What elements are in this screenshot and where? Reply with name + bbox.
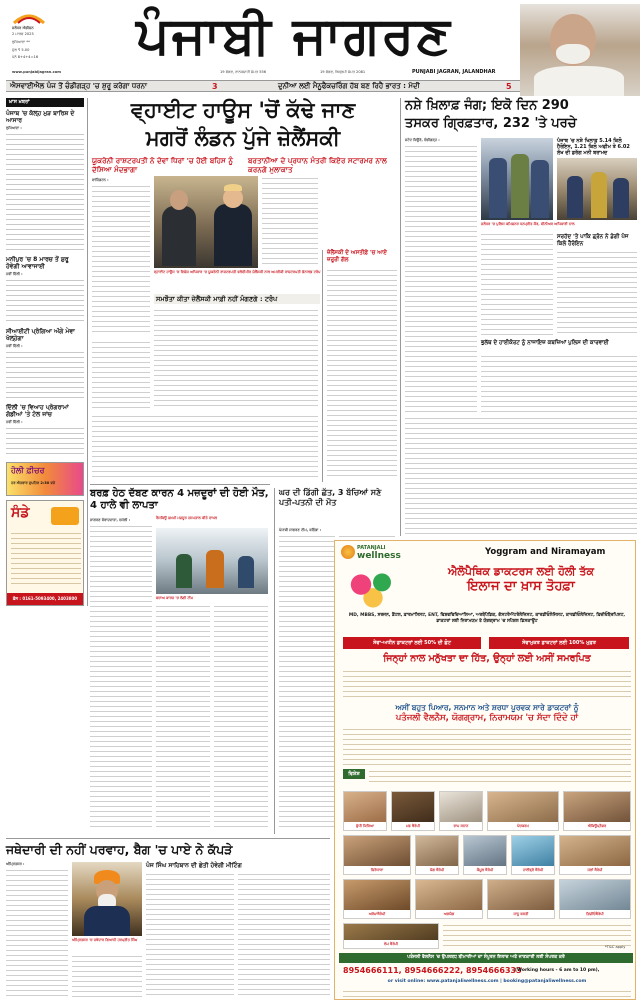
ad-title: ਐਲੋਪੈਥਿਕ ਡਾਕਟਰਸ ਲਈ ਹੋਲੀ ਤੱਕ	[448, 565, 594, 578]
avalanche-story	[90, 488, 270, 834]
ticker-left-text[interactable]: ਐਸਵਾਈਐਲ ਪੰਜ ਤੋਂ ਚੰਡੀਗੜ੍ਹ 'ਚ ਸ਼ੁਰੂ ਕਰੇਗਾ ਧਰਨਾ	[10, 82, 147, 90]
therapy-label: ਫ਼ਿਜ਼ੀਓਥੈਰੇਪੀ	[560, 910, 630, 918]
jathedar-column	[238, 872, 330, 998]
therapy-card[interactable]	[563, 791, 631, 831]
therapy-card[interactable]	[415, 879, 483, 919]
drug-headline[interactable]: ਨਸ਼ੇ ਖ਼ਿਲਾਫ਼ ਜੰਗ; ਇਕੋ ਦਿਨ 290	[405, 98, 569, 113]
ad-title: ਇਲਾਜ ਦਾ ਖ਼ਾਸ ਤੋਹਫ਼ਾ	[467, 579, 575, 594]
sidebar	[6, 98, 84, 606]
therapy-card[interactable]	[559, 835, 631, 875]
ad-tnc: *T&C apply	[605, 945, 626, 949]
ticker-bar	[6, 80, 520, 92]
lead-photo-caption: ਵ੍ਹਾਈਟ ਹਾਊਸ 'ਚ ਵਿਸ਼ੇਸ਼ ਅਧਿਕਾਰ 'ਚ ਯੂਕਰੇਨੀ ਰਾਸ਼ਟਰਪਤੀ ਵਲੋਦੀਮੀਰ ਜ਼ੇਲੈਂਸਕੀ ਨਾਲ ਅਮਰੀਕੀ ਰਾਸ਼ਟਰਪਤੀ ਡੋਨਾਲਡ ਟਰੰਪ	[154, 270, 321, 274]
therapy-card[interactable]	[343, 835, 411, 875]
therapy-card[interactable]	[343, 791, 387, 831]
holi-ad-title: ਹੋਲੀ ਫ਼ੀਚਰ	[11, 466, 45, 475]
drug-photo	[481, 138, 553, 220]
therapy-card[interactable]	[343, 879, 411, 919]
lead-headline[interactable]: ਮਗਰੋਂ ਲੰਡਨ ਪੁੱਜੇ ਜ਼ੇਲੈਂਸਕੀ	[145, 126, 341, 150]
bottom-divider	[6, 838, 330, 839]
zelensky-box-body	[327, 268, 397, 480]
drug-column	[481, 232, 553, 336]
zelensky-box-title[interactable]: ਜ਼ੇਲੈਂਸਕੀ ਦੇ ਅਸਤੀਫ਼ੇ 'ਚ ਆਏ ਜ਼ਰੂਰੀ ਗੱਲ	[327, 250, 387, 263]
ad-fineprint	[343, 989, 631, 997]
jathedar-column	[72, 954, 142, 998]
avalanche-headline[interactable]: ਬਰਫ਼ ਹੇਠ ਦੱਬਣ ਕਾਰਨ 4 ਮਜ਼ਦੂਰਾਂ ਦੀ ਹੋਈ ਮੌਤ, 4 ਹਾਲੇ ਵੀ ਲਾਪਤਾ	[90, 488, 269, 511]
issue-date: 2 ਮਾਰਚ 2025	[12, 32, 34, 36]
avalanche-dateline: ਜਾਗਰਣ ਸੰਵਾਦਦਾਤਾ, ਚਮੋਲੀ :	[90, 518, 131, 522]
avalanche-photo-caption: ਬਚਾਅ ਕਾਰਜ 'ਚ ਲੱਗੀ ਟੀਮ	[156, 596, 194, 600]
therapy-label: ਐਕਿਊਪ੍ਰੈਸ਼ਰ	[564, 822, 630, 830]
patanjali-logo-icon	[341, 545, 355, 559]
sunday-ad-product-icon	[51, 507, 79, 525]
ad-badge-left: ਸੇਵਾ-ਅਧੀਨ ਡਾਕਟਰਾਂ ਲਈ 50% ਦੀ ਛੋਟ	[343, 637, 481, 649]
avalanche-photo	[156, 528, 268, 594]
drug-sub-head[interactable]: ਭੁਲੱਥ ਦੇ ਹਾਈਕੋਰਟ ਨੂੰ ਨਾਜਾਇਜ਼ ਕਬਜ਼ਿਆਂ ਪੁਲਿਸ ਦੀ ਕਾਰਵਾਈ	[481, 340, 609, 346]
website[interactable]: www.punjabijagran.com	[12, 70, 61, 74]
therapy-label: ਸ਼ੁੱਧੀ ਕਿਰਿਆ	[344, 822, 386, 830]
lead-subhead: ਯੂਕਰੇਨੀ ਰਾਸ਼ਟਰਪਤੀ ਨੇ ਦੇਵਾਂ ਧਿਰਾਂ 'ਚ ਹੋਈ ਬਹਿਸ ਨੂੰ ਦੱਸਿਆ ਮੰਦਭਾਗਾ	[92, 156, 233, 174]
therapy-label: ਪੰਚਕਰਮ	[488, 822, 558, 830]
sidebar-item-dateline: ਨਵੀਂ ਦਿੱਲੀ :	[6, 344, 23, 348]
holi-ad-time: ਹਰ ਐਤਵਾਰ ਦੁਪਹਿਰ 2:30 ਵਜੇ	[11, 481, 56, 485]
sidebar-item-title[interactable]: ਮਨੀਪੁਰ 'ਚ 8 ਮਾਰਚ ਤੋਂ ਸ਼ੁਰੂ ਹੋਵੇਗੀ ਆਵਾਜਾਈ	[6, 256, 69, 270]
lead-story	[90, 98, 396, 530]
sunday-ad-title: ਸੰਡੇ	[11, 505, 30, 521]
lead-column	[92, 184, 150, 336]
drug-side-title: ਪੰਜਾਬ 'ਚ ਨਸ਼ੇ ਖਿਲਾਫ਼ 5.14 ਕਿਲੋ ਹੈਰੋਇਨ, 1.21 ਕਿਲੋ ਅਫੀਮ ਤੇ 6.02 ਲੱਖ ਦੀ ਡਰੱਗ ਮਨੀ ਬਰਾਮਦ	[557, 138, 630, 156]
lead-column	[154, 308, 318, 410]
sidebar-item-body	[6, 278, 84, 324]
ad-top-line: Yoggram and Niramayam	[485, 547, 606, 557]
jathedar-mid-head[interactable]: ਪੰਜ ਸਿੰਘ ਸਾਹਿਬਾਨ ਦੀ ਛੇਤੀ ਹੋਵੇਗੀ ਮੀਟਿੰਗ	[146, 862, 242, 869]
ad-online[interactable]: or visit online: www.patanjaliwellness.com | booking@patanjaliwellness.com	[387, 979, 587, 984]
sidebar-item-title[interactable]: ਸੀਆਈਟੀ ਪ੍ਰੋਗਿਆ ਅੱਗੇ ਮੇਵਾ ਖੋਲ੍ਹੇਗਾ	[6, 328, 75, 342]
roof-collapse-column	[279, 534, 335, 830]
jathedar-photo	[72, 862, 142, 936]
ticker-left-page: 3	[212, 82, 218, 91]
publisher: PUNJABI JAGRAN, JALANDHAR	[412, 69, 496, 75]
lead-photo	[154, 176, 258, 268]
sunday-ad-body	[11, 531, 81, 587]
lead-dateline: ਵਾਸ਼ਿੰਗਟਨ :	[92, 178, 109, 182]
ad-thanks-body	[343, 727, 631, 767]
holi-feature-ad[interactable]	[6, 462, 84, 496]
ticker-right-text[interactable]: ਦੁਨੀਆ ਲਈ ਮੈਨੂਫੈਕਚਰਿੰਗ ਹੱਬ ਬਣ ਰਿਹੈ ਭਾਰਤ : ਮੋਦੀ	[278, 82, 420, 90]
sidebar-item-dateline: ਨਵੀਂ ਦਿੱਲੀ :	[6, 272, 23, 276]
roof-collapse-dateline: ਪੰਜਾਬੀ ਜਾਗਰਣ ਟੀਮ, ਬਠਿੰਡਾ :	[279, 528, 322, 532]
therapy-card[interactable]	[463, 835, 507, 875]
ticker-right-page: 5	[506, 82, 512, 91]
jathedar-column	[146, 872, 234, 998]
lead-mid-head[interactable]: ਸਮਝੌਤਾ ਕੀਤਾ ਜ਼ੇਲੈਂਸਕੀ ਮਾਫ਼ੀ ਨਹੀਂ ਮੰਗਣਗੇ : ਟਰੰਪ	[154, 294, 320, 304]
therapy-card[interactable]	[511, 835, 555, 875]
therapy-label: ਲੇਪ ਥੈਰੇਪੀ	[344, 940, 438, 948]
sidebar-item-body	[6, 426, 84, 458]
jagran-logo-icon	[12, 10, 46, 24]
city: ਲੁਧਿਆਣਾ **	[12, 40, 30, 44]
ad-badge-right: ਸੇਵਾਮੁਕਤ ਡਾਕਟਰਾਂ ਲਈ 100% ਮੁਫ਼ਤ	[489, 637, 629, 649]
holi-colors-icon	[343, 567, 403, 611]
patanjali-brand-sub: wellness	[357, 551, 401, 561]
ad-special-label: ਵਿਸ਼ੇਸ਼	[343, 769, 365, 779]
therapy-label: ਅਰੋਮਾਥੈਰੇਪੀ	[344, 910, 410, 918]
therapy-label: ਜਾਨੂ ਬਸਤੀ	[488, 910, 554, 918]
drug-side-photo	[557, 158, 637, 220]
samvat-date: 19 ਫੱਗਣ, ਨਾਨਕਸ਼ਾਹੀ ਸੰਮਤ 556	[220, 70, 267, 74]
sidebar-item-dateline: ਨਵੀਂ ਦਿੱਲੀ :	[6, 420, 23, 424]
drug-column	[405, 144, 477, 412]
drug-photo-caption: ਜਲੰਧਰ 'ਚ ਪੁਲਿਸ ਕਮਿਸ਼ਨਰ ਧਨਪ੍ਰੀਤ ਕੌਰ, ਸੀਨੀਅਰ ਅਧਿਕਾਰੀ ਨਾਲ	[481, 222, 575, 226]
lead-column	[92, 340, 150, 410]
therapy-label: ਭਾਪ ਸਨਾਨ	[440, 822, 482, 830]
therapy-card[interactable]	[487, 791, 559, 831]
sunday-ad[interactable]	[6, 500, 84, 606]
ad-thanks: ਅਸੀਂ ਬਹੁਤ ਪਿਆਰ, ਸਨਮਾਨ ਅਤੇ ਸ਼ਰਧਾ ਪੂਰਵਕ ਸਾਰੇ ਡਾਕਟਰਾਂ ਨੂੰ	[395, 703, 579, 712]
therapy-label: ਸ਼ਿਰੋਧਾਰਾ	[344, 866, 410, 874]
drug-sub-head[interactable]: ਸਰਹੱਦ 'ਤੇ ਪਾਕਿ ਡ੍ਰੋਨ ਨੇ ਡੇਗੀ ਪੰਜ ਕਿਲੋ ਹੈਰੋਇਨ	[557, 234, 629, 247]
ad-thanks: ਪਤੰਜਲੀ ਵੈਲਨੈਸ, ਯੋਗਗ੍ਰਾਮ, ਨਿਰਾਮਯਮ 'ਚ ਸੱਦਾ ਦਿੰਦੇ ਹਾਂ	[395, 713, 579, 723]
roof-collapse-headline[interactable]: ਘਰ ਦੀ ਡਿੱਗੀ ਛੱਤ, 3 ਬੱਚਿਆਂ ਸਣੇ ਪਤੀ-ਪਤਨੀ ਦੀ ਮੌਤ	[279, 488, 382, 507]
therapy-card[interactable]	[559, 879, 631, 919]
vikrami-date: 19 ਫੱਗਣ, ਬਿਕ੍ਰਮੀ ਸੰਮਤ 2081	[320, 70, 366, 74]
therapy-label: ਅਭਯੰਗ	[416, 910, 482, 918]
avalanche-side-head: ਰੈਸਕਿਊ ਜ਼ਖ਼ਮੀ ਮਜ਼ਦੂਰ ਹਸਪਤਾਲ ਕੀਤੇ ਦਾਖਲ	[156, 516, 218, 520]
ad-footer-line: ਪਤੰਜਲੀ ਵੈਲਨੈਸ 'ਚ ਉਪਲਬਧ ਬੀਮਾਰੀਆਂ ਦਾ ਸੰਪੂਰਨ ਇਲਾਜ਼ ਅਤੇ ਜਾਣਕਾਰੀ ਲਈ ਸੰਪਰਕ ਕਰੋ	[339, 953, 633, 963]
ad-mid-body	[343, 669, 631, 699]
modi-photo	[520, 4, 640, 96]
therapy-card[interactable]	[439, 791, 483, 831]
jathedar-dateline: ਅੰਮ੍ਰਿਤਸਰ :	[6, 862, 25, 866]
patanjali-brand: PATANJALI	[357, 545, 386, 551]
ad-phones[interactable]: 8954666111, 8954666222, 8954666333	[343, 966, 522, 975]
therapy-label: ਹਾਈਡ੍ਰੋ ਥੈਰੇਪੀ	[512, 866, 554, 874]
drug-dateline: ਸਟੇਟ ਬਿਊਰੋ, ਚੰਡੀਗੜ੍ਹ :	[405, 138, 440, 142]
lead-subhead: ਬਰਤਾਨੀਆ ਦੇ ਪ੍ਰਧਾਨ ਮੰਤਰੀ ਕਿਏਰ ਸਟਾਰਮਰ ਨਾਲ ਕਰਨਗੇ ਮੁਲਾਕਾਤ	[248, 156, 387, 174]
ad-hours: (Working hours - 6 am to 10 pm),	[515, 968, 600, 973]
ad-mid-title: ਜਿਨ੍ਹਾਂ ਨਾਲ ਮਨੁੱਖਤਾ ਦਾ ਹਿੱਤ, ਉਨ੍ਹਾਂ ਲਈ ਅਸੀਂ ਸਮਰਪਿਤ	[383, 653, 591, 664]
therapy-card[interactable]	[391, 791, 435, 831]
jathedar-photo-caption: ਅੰਮ੍ਰਿਤਸਰ 'ਚ ਜਥੇਦਾਰ ਗਿਆਨੀ ਹਰਪ੍ਰੀਤ ਸਿੰਘ	[72, 938, 138, 942]
drug-column	[405, 416, 637, 536]
drug-column	[481, 354, 637, 414]
price: ਮੁੱਲ ₹ 5.00	[12, 48, 30, 52]
newspaper-title: ਪੰਜਾਬੀ ਜਾਗਰਣ	[136, 6, 452, 66]
therapy-label: ਜਲਾਂ ਥੈਰੇਪੀ	[560, 866, 630, 874]
edition-tag: ਜਲੰਧਰ ਐਡੀਸ਼ਨ	[12, 26, 34, 30]
sidebar-item-body	[6, 350, 84, 400]
patanjali-ad[interactable]	[334, 540, 636, 1000]
sidebar-item-dateline: ਲੁਧਿਆਣਾ :	[6, 126, 22, 130]
therapy-label: ਯੋਗ ਥੈਰੇਪੀ	[416, 866, 458, 874]
jathedar-story	[6, 842, 330, 1000]
ad-special-body	[369, 769, 631, 785]
avalanche-column	[214, 604, 268, 830]
therapy-card[interactable]	[343, 923, 439, 949]
ad-footer-body	[443, 923, 631, 949]
zelensky-box	[322, 250, 396, 482]
therapy-card[interactable]	[415, 835, 459, 875]
pages: ਪੰਨੇ 8+4+4=16	[12, 55, 39, 59]
lead-divider	[90, 484, 270, 485]
lead-column	[92, 414, 318, 478]
drug-column	[557, 250, 637, 336]
sidebar-divider	[87, 98, 88, 606]
jathedar-headline[interactable]: ਜਥੇਦਾਰੀ ਦੀ ਨਹੀਂ ਪਰਵਾਹ, ਬੈਗ 'ਚ ਪਾਏ ਨੇ ਕੱਪੜੇ	[6, 842, 233, 857]
sidebar-item-title[interactable]: ਦਿੱਲੀ 'ਚ ਵਿਆਹ ਪ੍ਰੋਗਰਾਮਾਂ ਗੱਡੀਆਂ 'ਤੇ ਟੋਲ ਜਾਂਚ	[6, 404, 69, 418]
drug-story	[400, 98, 636, 536]
sidebar-item-title[interactable]: ਪੰਜਾਬ 'ਚ ਕੱਲ੍ਹ ਮੁੜ ਬਾਰਿਸ਼ ਦੇ ਆਸਾਰ	[6, 110, 75, 124]
sidebar-item-body	[6, 132, 84, 252]
ad-specialities: MD, MBBS, ਸਰਜਨ, ਡੈਂਟਲ, ਫ਼ਾਰਮਾਸਿਸਟ, ENT, ਵਿਸ਼ਵਵਿਦਿਆਲਿਆ, ਅਰਥੋਪੈਡਿਕ, ਗੇਸਟਰੋਐਂਟਰੋਲੋਜਿਸਟ, ਕਾਰਡੀਓਲੋਜਿਸਟ, ਕਾਰਡੀਓਲੋਜਿਸਟ, ਫ਼ਿਜ਼ੀਓਥੈਰਪਿਸਟ, ਡਾਕਟਰਾਂ ਲਈ ਨਿਰਾਮਯਮ ਤੇ ਯੋਗਗ੍ਰਾਮ 'ਚ ਸਪੈਸ਼ਲ ਡਿਸਕਾਊਂਟ	[348, 613, 626, 624]
therapy-label: ਮਡ ਥੈਰੇਪੀ	[392, 822, 434, 830]
therapy-label: ਕੈਮੂਲ ਥੈਰੇਪੀ	[464, 866, 506, 874]
lead-column	[262, 176, 318, 268]
avalanche-column	[156, 604, 210, 830]
sidebar-header: ਖ਼ਾਸ ਖ਼ਬਰਾਂ	[6, 98, 84, 107]
drug-headline[interactable]: ਤਸਕਰ ਗ੍ਰਿਫ਼ਤਾਰ, 232 'ਤੇ ਪਰਚੇ	[405, 116, 577, 131]
therapy-card[interactable]	[487, 879, 555, 919]
lead-headline[interactable]: ਵ੍ਹਾਈਟ ਹਾਊਸ 'ਚੋਂ ਕੱਢੇ ਜਾਣ	[130, 98, 356, 122]
jathedar-column	[6, 868, 68, 998]
sunday-ad-phone: ਫ਼ੋਨ : 0161-5093400, 2403800	[7, 593, 83, 605]
avalanche-column	[90, 524, 152, 830]
